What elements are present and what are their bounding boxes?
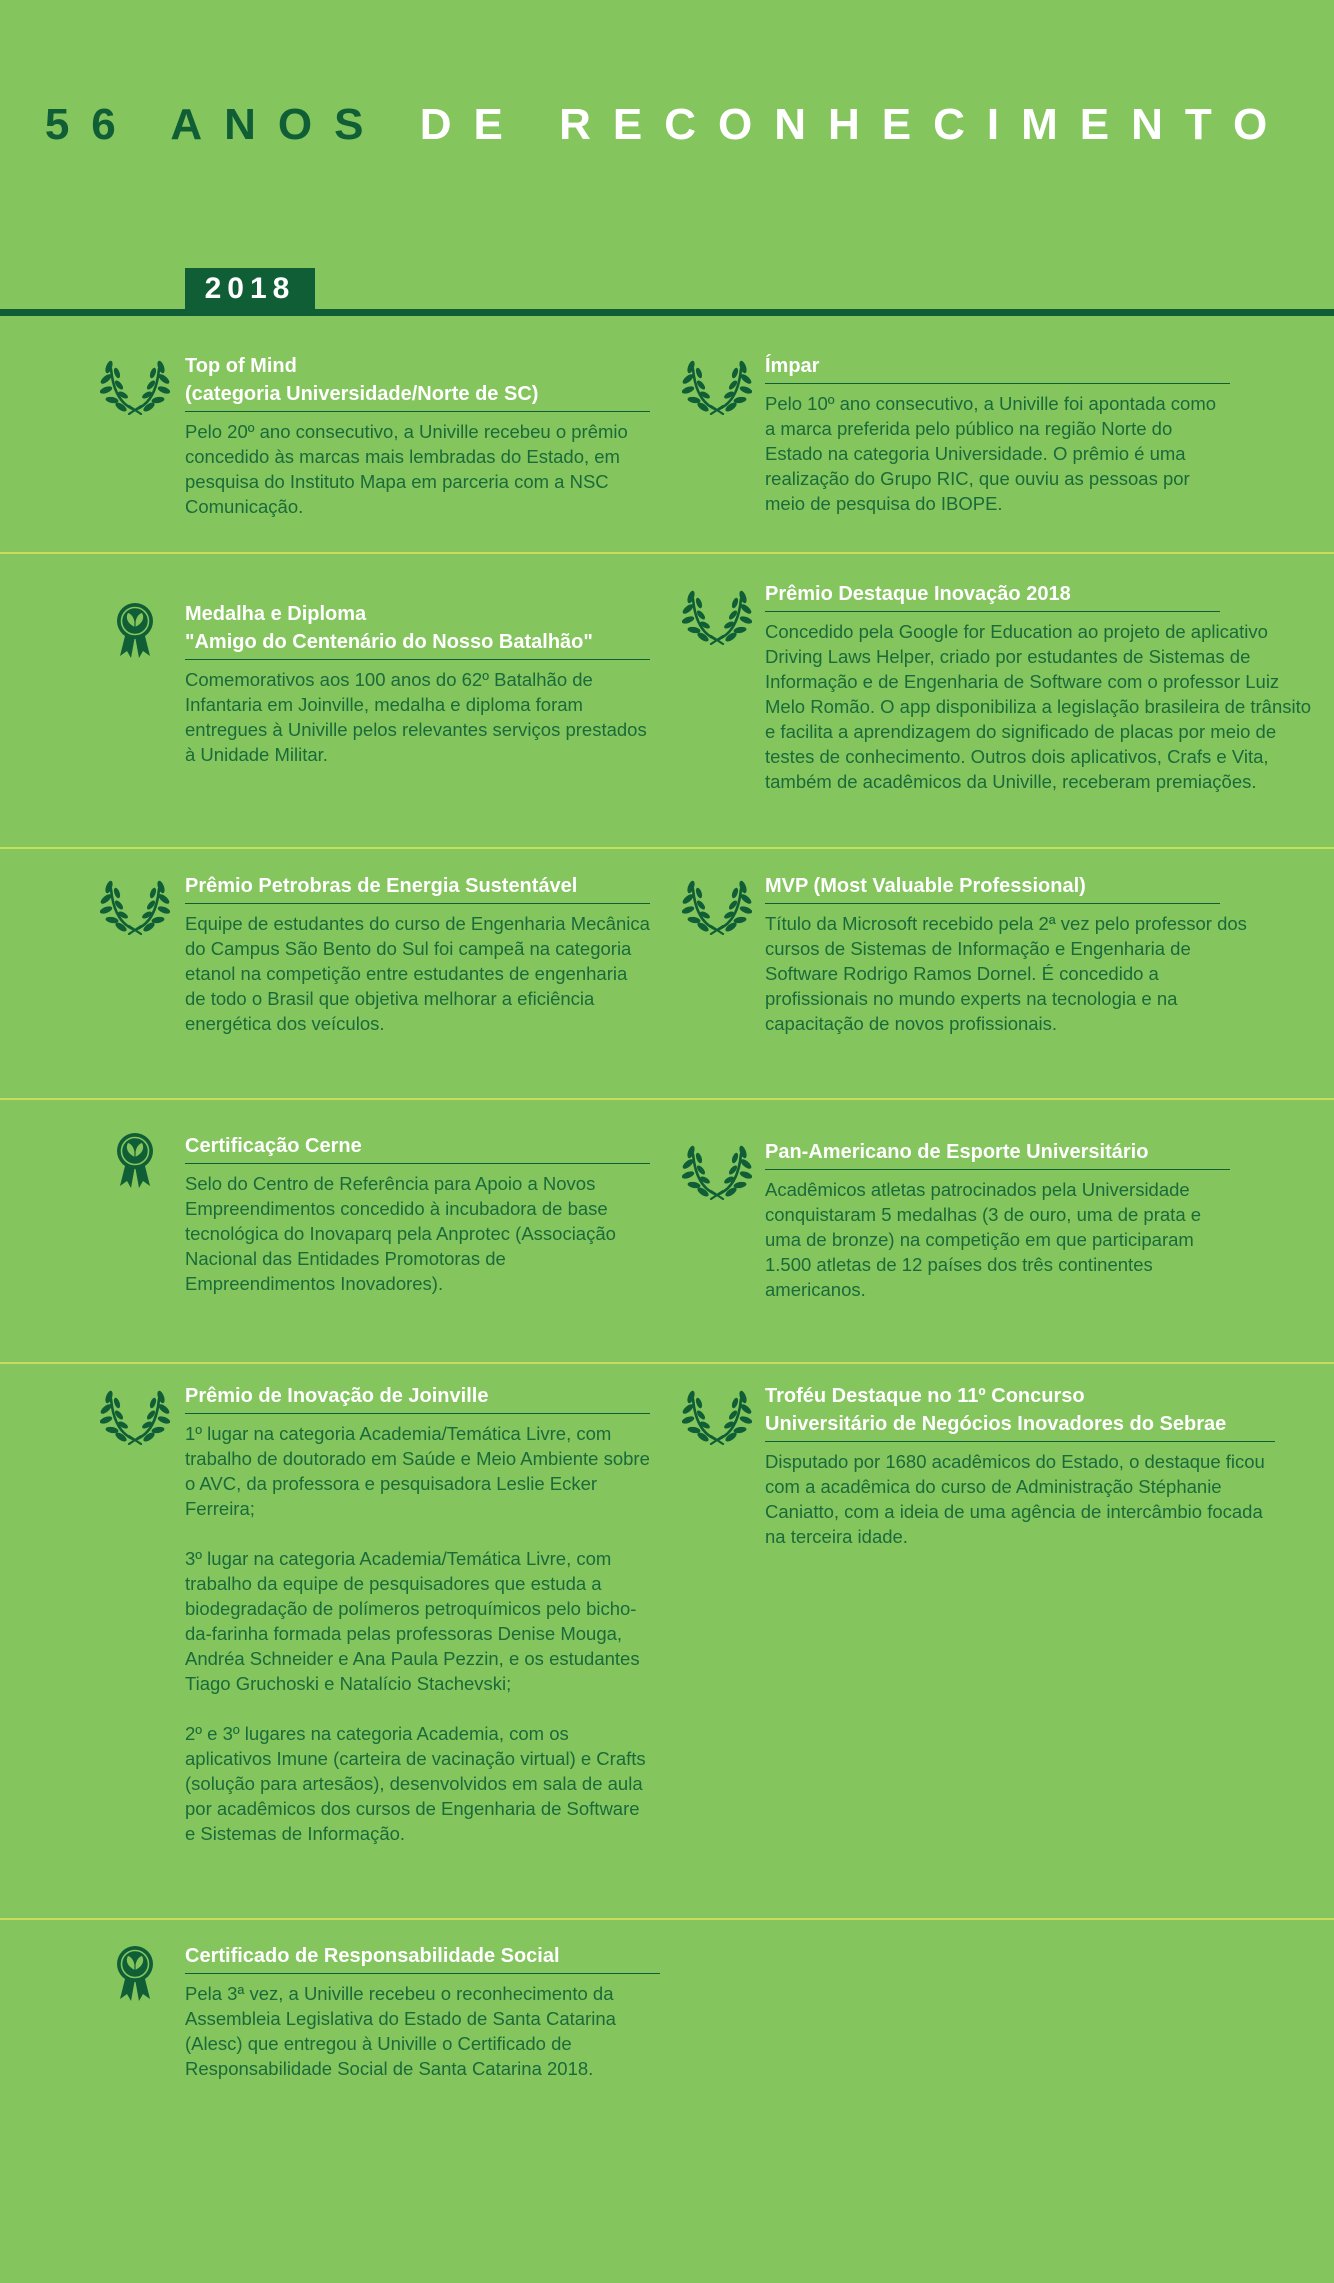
page-title — [0, 100, 1334, 150]
award-text: Pelo 10º ano consecutivo, a Univille foi apontada como a marca preferida pelo público na região Norte do Estado na categoria Universidade. O prêmio é uma realização do Grupo RIC, que ouviu as pessoas por meio de pesquisa do IBOPE. — [765, 393, 1217, 514]
award-item — [185, 1382, 650, 1846]
row-separator — [0, 1918, 1334, 1920]
award-text: Título da Microsoft recebido pela 2ª vez pelo professor dos cursos de Sistemas de Informação e Engenharia de Software Rodrigo Ramos Dornel. É concedido a profissionais no mundo experts na tecnologia e na capacitação de novos profissionais. — [765, 913, 1247, 1034]
award-item — [765, 580, 1320, 794]
laurel-icon — [682, 875, 752, 935]
year-divider — [0, 309, 1334, 316]
laurel-icon — [682, 1385, 752, 1445]
medal-icon — [100, 600, 170, 660]
award-item — [765, 872, 1255, 1036]
award-title: MVP (Most Valuable Professional) — [765, 872, 1220, 904]
row-separator — [0, 552, 1334, 554]
award-title: Troféu Destaque no 11º Concurso Universitário de Negócios Inovadores do Sebrae — [765, 1382, 1275, 1442]
award-text: Acadêmicos atletas patrocinados pela Universidade conquistaram 5 medalhas (3 de ouro, uma de prata e uma de bronze) na competição em que participaram 1.500 atletas de 12 países dos três continentes americanos. — [765, 1179, 1202, 1300]
laurel-icon — [100, 875, 170, 935]
award-item — [185, 1942, 660, 2081]
award-title: Certificação Cerne — [185, 1132, 650, 1164]
award-text: Selo do Centro de Referência para Apoio a Novos Empreendimentos concedido à incubadora de base tecnológica do Inovaparq pela Anprotec (Associação Nacional das Entidades Promotoras de Empreendimentos Inovadores). — [185, 1173, 616, 1294]
laurel-icon — [682, 585, 752, 645]
row-separator — [0, 1362, 1334, 1364]
award-text: Comemorativos aos 100 anos do 62º Batalhão de Infantaria em Joinville, medalha e diploma foram entregues à Univille pelos relevantes serviços prestados à Unidade Militar. — [185, 669, 647, 765]
row-separator — [0, 847, 1334, 849]
award-title: Top of Mind (categoria Universidade/Norte de SC) — [185, 352, 650, 412]
award-item — [185, 352, 650, 519]
award-item — [185, 600, 650, 767]
medal-icon — [100, 1130, 170, 1190]
laurel-icon — [682, 355, 752, 415]
award-title: Prêmio Petrobras de Energia Sustentável — [185, 872, 650, 904]
award-text: Pelo 20º ano consecutivo, a Univille recebeu o prêmio concedido às marcas mais lembradas do Estado, em pesquisa do Instituto Mapa em parceria com a NSC Comunicação. — [185, 421, 628, 517]
award-text: 1º lugar na categoria Academia/Temática Livre, com trabalho de doutorado em Saúde e Meio Ambiente sobre o AVC, da professora e pesquisadora Leslie Ecker Ferreira; 3º lugar na categoria Academia/Temática Livre, com trabalho da equipe de pesquisadores que estuda a biodegradação de polímeros petroquímicos pelo bicho-da-farinha formada pelas professoras Denise Mouga, Andréa Schneider e Ana Paula Pezzin, e os estudantes Tiago Gruchoski e Natalício Stachevski; 2º e 3º lugares na categoria Academia, com os aplicativos Imune (carteira de vacinação virtual) e Crafts (solução para artesãos), desenvolvidos em sala de aula por acadêmicos dos cursos de Engenharia de Software e Sistemas de Informação. — [185, 1423, 650, 1844]
award-title: Prêmio Destaque Inovação 2018 — [765, 580, 1220, 612]
award-text: Pela 3ª vez, a Univille recebeu o reconhecimento da Assembleia Legislativa do Estado de Santa Catarina (Alesc) que entregou à Univille o Certificado de Responsabilidade Social de Santa Catarina 2018. — [185, 1983, 616, 2079]
award-item — [765, 1382, 1275, 1549]
title-part-1: 56 ANOS — [44, 100, 386, 149]
award-text: Equipe de estudantes do curso de Engenharia Mecânica do Campus São Bento do Sul foi campeã na categoria etanol na competição entre estudantes de engenharia de todo o Brasil que objetiva melhorar a eficiência energética dos veículos. — [185, 913, 650, 1034]
year-tab: 2018 — [185, 268, 315, 310]
laurel-icon — [682, 1140, 752, 1200]
award-text: Concedido pela Google for Education ao projeto de aplicativo Driving Laws Helper, criado por estudantes de Sistemas de Informação e de Engenharia de Software com o professor Luiz Melo Romão. O app disponibiliza a legislação brasileira de trânsito e facilita a aprendizagem do significado de placas por meio de testes de conhecimento. Outros dois aplicativos, Crafs e Vita, também de acadêmicos da Univille, receberam premiações. — [765, 621, 1312, 792]
award-title: Prêmio de Inovação de Joinville — [185, 1382, 650, 1414]
award-item — [185, 872, 650, 1036]
row-separator — [0, 1098, 1334, 1100]
award-title: Pan-Americano de Esporte Universitário — [765, 1138, 1230, 1170]
award-text: Disputado por 1680 acadêmicos do Estado, o destaque ficou com a acadêmica do curso de Administração Stéphanie Caniatto, com a ideia de uma agência de intercâmbio focada na terceira idade. — [765, 1451, 1265, 1547]
laurel-icon — [100, 1385, 170, 1445]
medal-icon — [100, 1943, 170, 2003]
award-item — [185, 1132, 650, 1296]
title-part-2: DE RECONHECIMENTO — [419, 100, 1290, 149]
award-title: Ímpar — [765, 352, 1230, 384]
award-item — [765, 352, 1230, 516]
laurel-icon — [100, 355, 170, 415]
award-title: Medalha e Diploma "Amigo do Centenário do Nosso Batalhão" — [185, 600, 650, 660]
award-title: Certificado de Responsabilidade Social — [185, 1942, 660, 1974]
award-item — [765, 1138, 1230, 1302]
